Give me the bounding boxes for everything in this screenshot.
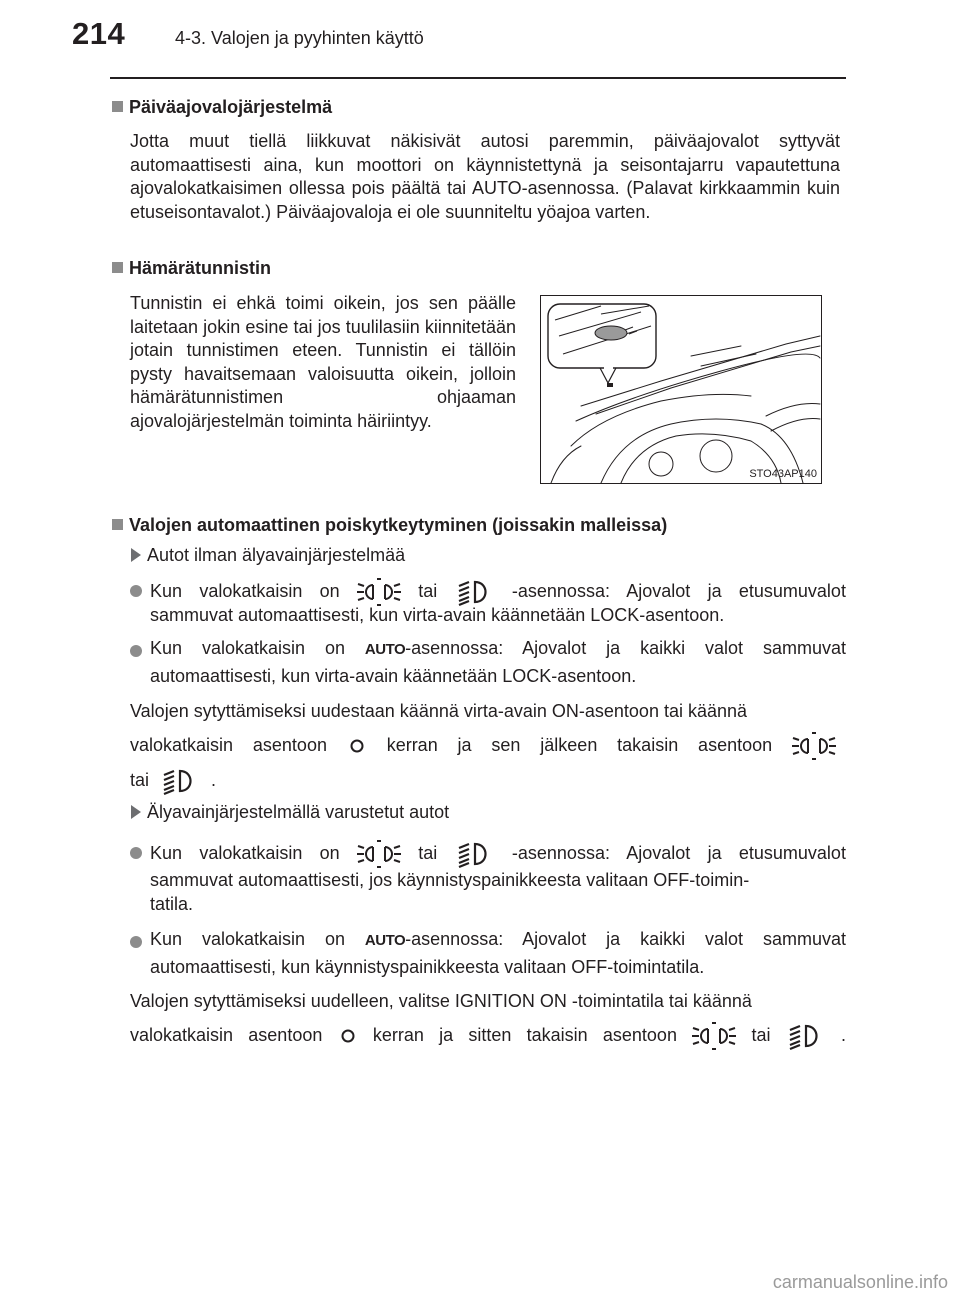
parking-light-icon <box>357 840 401 868</box>
sub2-bullet1-line1: Kun valokatkaisin on tai -asennossa: Ajovalot ja etusumuvalot <box>150 840 846 868</box>
light-off-icon <box>338 1026 358 1046</box>
square-bullet-icon <box>112 519 123 530</box>
sub2-bullet1-line2: sammuvat automaattisesti, jos käynnistyspainikkeesta valitaan OFF-toimin- <box>150 870 750 890</box>
sub1-paragraph-line2: valokatkaisin asentoon kerran ja sen jälkeen takaisin asentoon <box>130 732 836 760</box>
square-bullet-icon <box>112 101 123 112</box>
sub2-bullet1-line3: tatila. <box>150 894 194 914</box>
sub2-paragraph-line1: Valojen sytyttämiseksi uudelleen, valitse IGNITION ON -toimintatila tai käännä <box>130 991 752 1011</box>
sub1-bullet1-line2: sammuvat automaattisesti, kun virta-avain käännetään LOCK-asentoon. <box>150 605 725 625</box>
headlight-icon <box>455 578 495 606</box>
parking-light-icon <box>692 1022 736 1050</box>
sub1-bullet2-line2: automaattisesti, kun virta-avain käännetään LOCK-asentoon. <box>150 666 637 686</box>
drl-paragraph: Jotta muut tiellä liikkuvat näkisivät autosi paremmin, päiväajovalot syttyvät automaattisesti aina, kun moottori on käynnistettynä ja seisontajarru vapautettuna ajovalokatkaisimen ollessa pois päältä tai AUTO-asennossa. (Palavat kirkkaammin kuin etuseisontavalot.) Päiväajovaloja ei ole suunniteltu yöajoa varten. <box>130 131 840 222</box>
sub1-bullet2-line1: Kun valokatkaisin on AUTO-asennossa: Ajovalot ja kaikki valot sammuvat <box>150 638 846 658</box>
auto-icon: AUTO <box>364 640 406 658</box>
triangle-bullet-icon <box>131 548 141 562</box>
light-off-icon <box>347 736 367 756</box>
dashboard-illustration <box>541 296 821 483</box>
section-heading-auto-off: Valojen automaattinen poiskytkeytyminen (joissakin malleissa) <box>112 515 667 536</box>
sub2-bullet2-line2: automaattisesti, kun käynnistyspainikkeesta valitaan OFF-toimintatila. <box>150 957 705 977</box>
square-bullet-icon <box>112 262 123 273</box>
sub2-paragraph-line2: valokatkaisin asentoon kerran ja sitten takaisin asentoon tai . <box>130 1022 846 1050</box>
parking-light-icon <box>357 578 401 606</box>
sub1-paragraph-line3: tai . <box>130 767 216 795</box>
auto-icon: AUTO <box>364 931 406 949</box>
sensor-illustration <box>540 295 822 484</box>
header-rule <box>110 77 846 79</box>
headlight-icon <box>786 1022 826 1050</box>
round-bullet-icon <box>130 847 142 859</box>
section-heading-sensor: Hämärätunnistin <box>112 258 271 279</box>
headlight-icon <box>160 767 200 795</box>
chapter-title: 4-3. Valojen ja pyyhinten käyttö <box>175 28 424 48</box>
sub1-paragraph-line1: Valojen sytyttämiseksi uudestaan käännä virta-avain ON-asentoon tai käännä <box>130 701 748 721</box>
figure-label: STO43AP140 <box>749 468 817 480</box>
sub1-bullet1-line1: Kun valokatkaisin on tai -asennossa: Ajovalot ja etusumuvalot <box>150 578 846 606</box>
round-bullet-icon <box>130 585 142 597</box>
watermark: carmanualsonline.info <box>772 1272 948 1292</box>
sub2-bullet2-line1: Kun valokatkaisin on AUTO-asennossa: Ajovalot ja kaikki valot sammuvat <box>150 929 846 949</box>
parking-light-icon <box>792 732 836 760</box>
subheading-smart-key: Älyavainjärjestelmällä varustetut autot <box>131 802 449 823</box>
page-number: 214 <box>72 16 126 51</box>
section-heading-drl: Päiväajovalojärjestelmä <box>112 97 332 118</box>
headlight-icon <box>455 840 495 868</box>
sensor-paragraph: Tunnistin ei ehkä toimi oikein, jos sen päälle laitetaan jokin esine tai jos tuulilasiin kiinnitetään jotain tunnistimen eteen. Tunnistin ei tällöin pysty havaitsemaan valoisuutta oikein, jolloin hämärätunnistimen ohjaaman ajovalojärjestelmän toiminta häiriintyy. <box>130 293 516 431</box>
round-bullet-icon <box>130 645 142 657</box>
triangle-bullet-icon <box>131 805 141 819</box>
round-bullet-icon <box>130 936 142 948</box>
subheading-no-smart-key: Autot ilman älyavainjärjestelmää <box>131 545 405 566</box>
